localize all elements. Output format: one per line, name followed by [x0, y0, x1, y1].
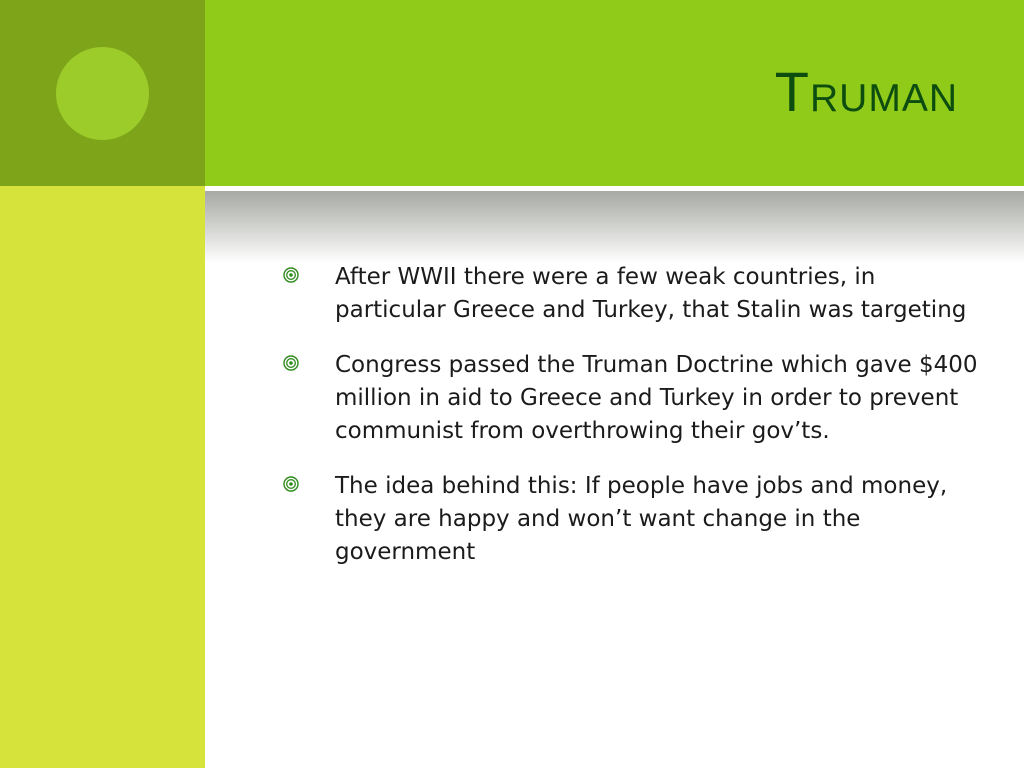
bullet-text: After WWII there were a few weak countries, in particular Greece and Turkey, that Stalin was targeting — [335, 264, 967, 323]
corner-block — [0, 0, 205, 186]
bullet-text: Congress passed the Truman Doctrine which gave $400 million in aid to Greece and Turkey in order to prevent communist from overthrowing their gov’ts. — [335, 352, 978, 444]
left-accent-band — [0, 186, 205, 768]
corner-circle-decoration — [56, 47, 149, 140]
target-circle-icon — [283, 267, 299, 283]
shadow-band — [205, 191, 1024, 263]
bullet-list — [280, 261, 980, 591]
bullet-item — [280, 470, 980, 569]
bullet-item — [280, 261, 980, 327]
slide-title: Truman — [774, 60, 958, 123]
target-circle-icon — [283, 476, 299, 492]
target-circle-icon — [283, 355, 299, 371]
bullet-item — [280, 349, 980, 448]
bullet-text: The idea behind this: If people have jobs and money, they are happy and won’t want change in the government — [335, 473, 948, 565]
